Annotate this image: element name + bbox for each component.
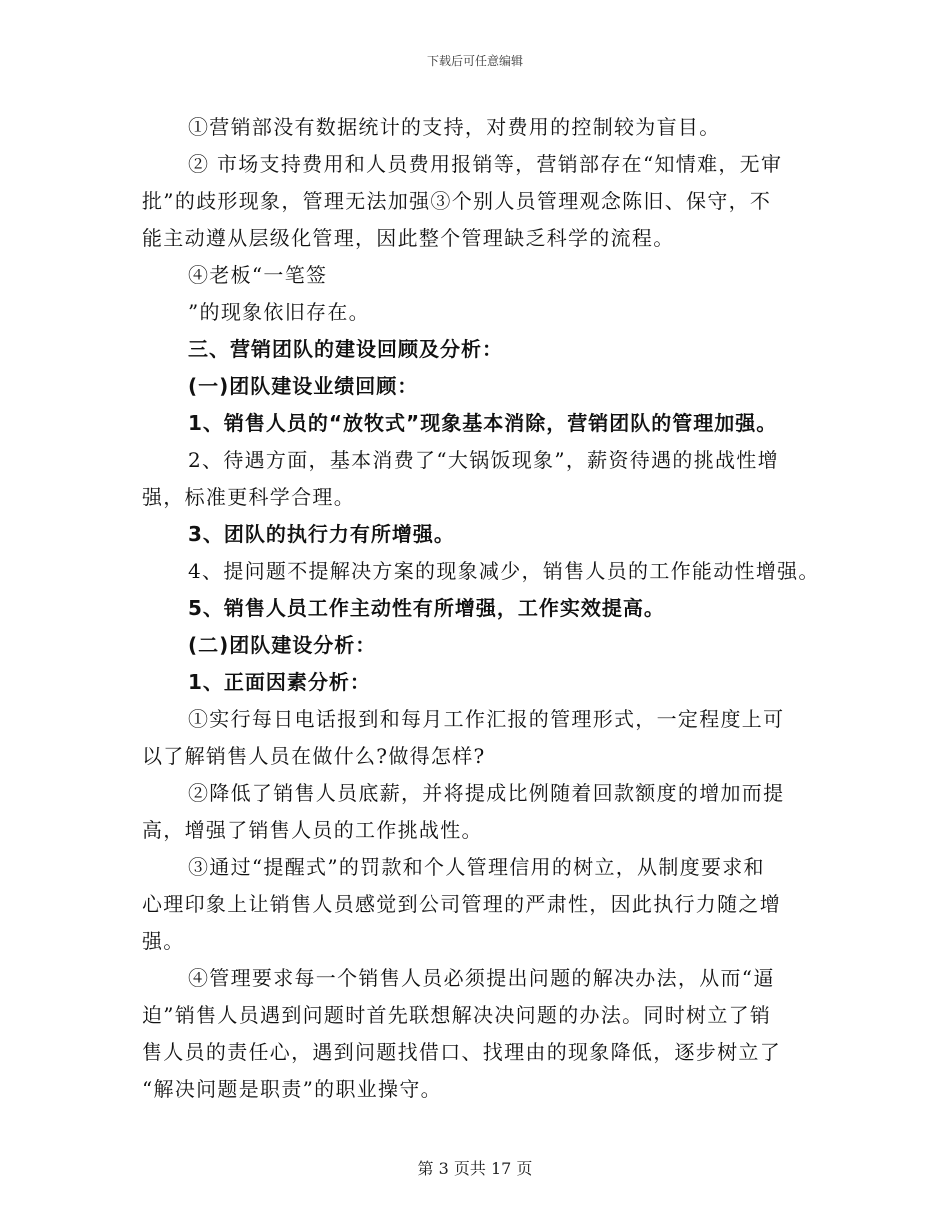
paragraph-line: ④管理要求每一个销售人员必须提出问题的解决办法，从而“逼 <box>188 966 775 990</box>
bold-item: 1、正面因素分析： <box>188 670 371 694</box>
page-footer: 第 3 页共 17 页 <box>417 1159 533 1178</box>
bold-item: 3、团队的执行力有所增强。 <box>188 522 455 546</box>
paragraph-line: ② 市场支持费用和人员费用报销等，营销部存在“知情难，无审 <box>188 152 783 176</box>
paragraph-line: ①营销部没有数据统计的支持，对费用的控制较为盲目。 <box>188 115 721 139</box>
paragraph-line: 售人员的责任心，遇到问题找借口、找理由的现象降低，逐步树立了 <box>142 1040 781 1064</box>
paragraph-line: 以了解销售人员在做什么?做得怎样? <box>142 744 486 768</box>
paragraph-line: 高，增强了销售人员的工作挑战性。 <box>142 818 483 842</box>
paragraph-line: ②降低了销售人员底薪，并将提成比例随着回款额度的增加而提 <box>188 781 785 805</box>
section-heading: 三、营销团队的建设回顾及分析： <box>188 337 503 361</box>
subsection-heading: (二)团队建设分析： <box>188 633 377 657</box>
paragraph-line: 心理印象上让销售人员感觉到公司管理的严肃性，因此执行力随之增 <box>142 892 781 916</box>
paragraph-line: “解决问题是职责”的职业操守。 <box>142 1077 442 1101</box>
bold-item: 1、销售人员的“放牧式”现象基本消除，营销团队的管理加强。 <box>188 411 778 435</box>
bold-item: 5、销售人员工作主动性有所增强，工作实效提高。 <box>188 596 665 620</box>
paragraph-line: 强，标准更科学合理。 <box>142 485 355 509</box>
paragraph-line: 2、待遇方面，基本消费了“大锅饭现象”，薪资待遇的挑战性增 <box>188 448 779 472</box>
paragraph-line: 强。 <box>142 929 185 953</box>
paragraph-line: 4、提问题不提解决方案的现象减少，销售人员的工作能动性增强。 <box>188 559 820 583</box>
paragraph-line: ④老板“一笔签 <box>188 263 328 287</box>
paragraph-line: 迫”销售人员遇到问题时首先联想解决决问题的办法。同时树立了销 <box>142 1003 772 1027</box>
page-header: 下载后可任意编辑 <box>426 54 523 68</box>
paragraph-line: ”的现象依旧存在。 <box>188 300 370 324</box>
subsection-heading: (一)团队建设业绩回顾： <box>188 374 419 398</box>
paragraph-line: 能主动遵从层级化管理，因此整个管理缺乏科学的流程。 <box>142 226 675 250</box>
paragraph-line: ①实行每日电话报到和每月工作汇报的管理形式，一定程度上可 <box>188 707 785 731</box>
paragraph-line: 批”的歧形现象，管理无法加强③个别人员管理观念陈旧、保守，不 <box>142 189 772 213</box>
paragraph-line: ③通过“提醒式”的罚款和个人管理信用的树立，从制度要求和 <box>188 855 765 879</box>
